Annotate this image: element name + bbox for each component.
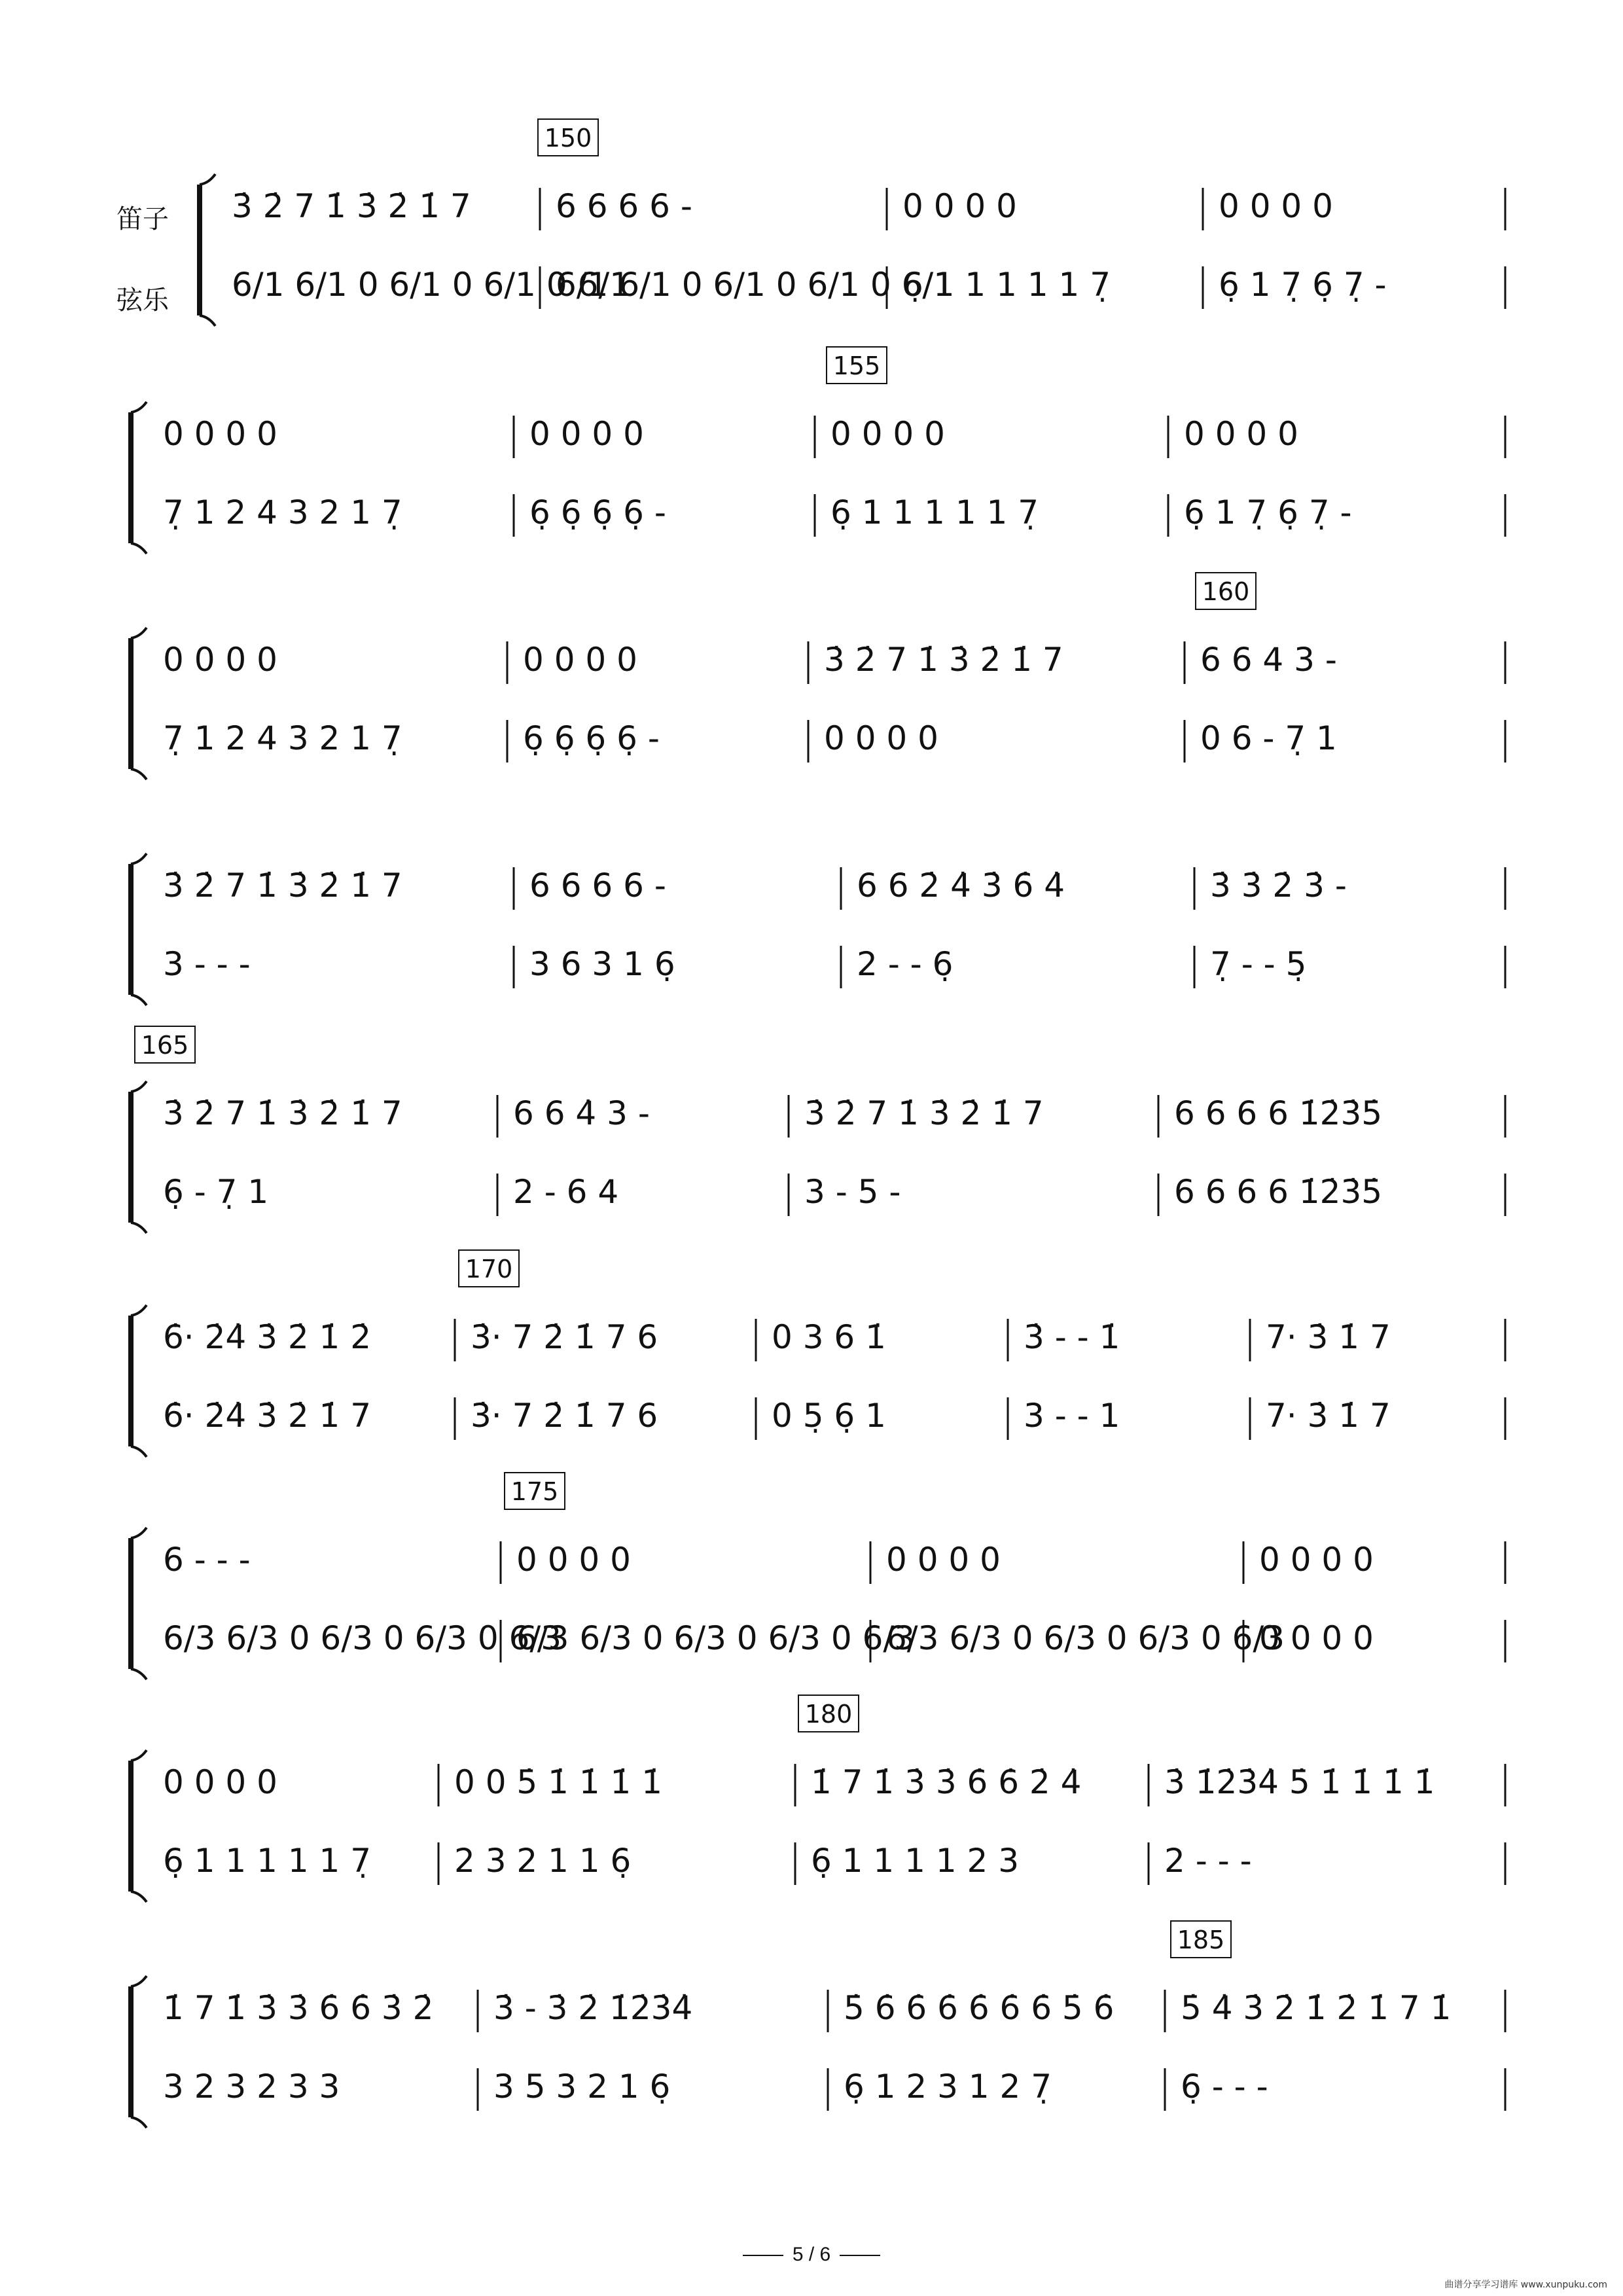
measure-strings: 0 5̣ 6̣ 1 (772, 1397, 886, 1435)
measure-dizi: 0 0 0 0 (902, 187, 1017, 225)
measure-dizi: 1̇ 7 1̇ 3̇ 3̇ 6̇ 6̇ 3̇ 2̇ (163, 1989, 434, 2027)
measure-strings: 6/3 6/3 0 6/3 0 6/3 0 6/3 (163, 1619, 562, 1657)
measure-strings: 2 - - 6̣ (857, 945, 954, 983)
measure-strings: 6/1 6/1 0 6/1 0 6/1 0 6/1 (556, 266, 955, 304)
footer-rule-right (840, 2255, 880, 2256)
measure-dizi: 0 0 0 0 (163, 641, 277, 679)
rehearsal-mark: 170 (465, 1255, 513, 1283)
measure-dizi: 3̇ - 3̇ 2̇ 1̇2̇3̇4̇ (493, 1989, 693, 2027)
measure-dizi: 3̇ - - 1̇ (1024, 1318, 1120, 1356)
system-bracket-hook-bottom (131, 769, 147, 780)
measure-dizi: 0 0 0 0 (1259, 1541, 1374, 1579)
measure-strings: 7· 3̇ 1̇ 7 (1266, 1397, 1391, 1435)
measure-dizi: 0 0 0 0 (163, 1763, 277, 1801)
measure-strings: 6̣ 6̣ 6̣ 6̣ - (523, 719, 660, 757)
system-bracket-hook-bottom (200, 315, 215, 326)
rehearsal-mark: 165 (141, 1031, 189, 1060)
measure-strings: 7̣ - - 5̣ (1210, 945, 1307, 983)
measure-dizi: 7· 3̇ 1̇ 7 (1266, 1318, 1391, 1356)
system-bracket-hook-bottom (131, 543, 147, 554)
measure-dizi: 6 6 4 3 - (1200, 641, 1337, 679)
measure-strings: 0 0 0 0 (824, 719, 938, 757)
measure-dizi: 6 6 6 6 - (556, 187, 692, 225)
measure-strings: 6̇· 2̇4̇ 3̇ 2̇ 1̇ 7 (163, 1397, 372, 1435)
measure-dizi: 3̇ 3̇ 2̇ 3̇ - (1210, 867, 1347, 905)
measure-strings: 6/3 6/3 0 6/3 0 6/3 0 6/3 (516, 1619, 916, 1657)
measure-dizi: 0 0 5̇ 1̇ 1̇ 1̇ 1̇ (454, 1763, 663, 1801)
measure-dizi: 1̇ 7 1̇ 3̇ 3̇ 6̇ 6̇ 2̇ 4̇ (811, 1763, 1082, 1801)
measure-dizi: 3̇· 7 2̇ 1̇ 7 6 (471, 1318, 658, 1356)
measure-dizi: 3̇ 1̇2̇3̇4̇ 5̇ 1̇ 1̇ 1̇ 1̇ (1164, 1763, 1435, 1801)
system-bracket-hook-bottom (131, 995, 147, 1005)
measure-strings: 6/3 6/3 0 6/3 0 6/3 0 6/3 (886, 1619, 1285, 1657)
page-number: 5 / 6 (792, 2244, 831, 2265)
measure-strings: 3 2 3 2 3 3 (163, 2068, 340, 2106)
system-bracket-hook-bottom (131, 2117, 147, 2128)
page-footer (0, 2244, 1623, 2266)
measure-strings: 6̣ 1 1 1 1 1 7̣ (902, 266, 1111, 304)
measure-strings: 6̣ 1 7̣ 6̣ 7̣ - (1184, 493, 1352, 531)
system-bracket-hook-top (131, 402, 147, 412)
measure-strings: 6/1 6/1 0 6/1 0 6/1 0 6/1 (232, 266, 631, 304)
rehearsal-mark: 180 (804, 1700, 853, 1729)
system-bracket-hook-bottom (131, 1669, 147, 1679)
footer-rule-left (743, 2255, 783, 2256)
system-bracket-hook-bottom (131, 1446, 147, 1457)
measure-strings: 0 0 0 0 (1259, 1619, 1374, 1657)
measure-strings: 3 - - 1 (1024, 1397, 1120, 1435)
system-bracket-hook-bottom (131, 1892, 147, 1902)
site-watermark: 曲谱分享学习谱库 www.xunpuku.com (1444, 2280, 1607, 2290)
measure-strings: 2 - 6 4 (513, 1173, 619, 1211)
measure-strings: 6̣ 1 7̣ 6̣ 7̣ - (1219, 266, 1387, 304)
measure-strings: 6̣ - 7̣ 1 (163, 1173, 269, 1211)
measure-dizi: 6 6 4̇ 3 - (513, 1094, 650, 1132)
measure-dizi: 0 0 0 0 (163, 415, 277, 453)
system-bracket-hook-top (131, 853, 147, 864)
measure-dizi: 0 0 0 0 (529, 415, 644, 453)
measure-strings: 6̣ 6̣ 6̣ 6̣ - (529, 493, 666, 531)
instrument-label-strings: 弦乐 (116, 285, 169, 315)
measure-dizi: 6 6 6 6 1̇2̇3̇5̇ (1174, 1094, 1383, 1132)
measure-strings: 3̇· 7 2̇ 1̇ 7 6 (471, 1397, 658, 1435)
measure-dizi: 6 6 6 6 - (529, 867, 666, 905)
measure-dizi: 3̇ 2̇ 7 1̇ 3̇ 2̇ 1̇ 7 (824, 641, 1063, 679)
measure-strings: 2 - - - (1164, 1842, 1252, 1880)
measure-dizi: 3̇ 2̇ 7 1̇ 3̇ 2̇ 1̇ 7 (163, 1094, 402, 1132)
measure-dizi: 0 3 6 1̇ (772, 1318, 886, 1356)
measure-dizi: 5̇ 6̇ 6̇ 6̇ 6̇ 6̇ 6̇ 5̇ 6̇ (844, 1989, 1115, 2027)
system-bracket-hook-top (200, 174, 215, 185)
measure-dizi: 6̇· 2̇4̇ 3̇ 2̇ 1̇ 2̇ (163, 1318, 372, 1356)
measure-strings: 3 - - - (163, 945, 251, 983)
rehearsal-mark: 155 (832, 351, 881, 380)
rehearsal-mark: 160 (1202, 577, 1250, 606)
measure-dizi: 3̇ 2̇ 7 1̇ 3̇ 2̇ 1̇ 7 (804, 1094, 1044, 1132)
measure-strings: 3 - 5 - (804, 1173, 901, 1211)
measure-dizi: 0 0 0 0 (1219, 187, 1333, 225)
rehearsal-mark: 175 (510, 1477, 559, 1506)
measure-strings: 2 3 2 1 1 6̣ (454, 1842, 632, 1880)
measure-dizi: 3̇ 2̇ 7 1̇ 3̇ 2̇ 1̇ 7 (232, 187, 471, 225)
system-bracket-hook-bottom (131, 1223, 147, 1233)
instrument-label-dizi: 笛子 (116, 204, 169, 234)
system-bracket-hook-top (131, 1081, 147, 1092)
measure-strings: 6̣ 1 1 1 1 1 7̣ (830, 493, 1039, 531)
measure-dizi: 6 - - - (163, 1541, 251, 1579)
system-bracket-hook-top (131, 1528, 147, 1538)
measure-dizi: 0 0 0 0 (886, 1541, 1001, 1579)
measure-strings: 6 6 6 6 1̇2̇3̇5̇ (1174, 1173, 1383, 1211)
rehearsal-mark: 150 (544, 124, 592, 152)
measure-strings: 6̣ - - - (1181, 2068, 1268, 2106)
measure-strings: 6̣ 1 2 3 1 2 7̣ (844, 2068, 1052, 2106)
measure-strings: 6̣ 1 1 1 1 1 7̣ (163, 1842, 372, 1880)
system-bracket-hook-top (131, 1750, 147, 1761)
measure-dizi: 0 0 0 0 (523, 641, 637, 679)
measure-strings: 7̣ 1 2 4 3 2 1 7̣ (163, 493, 402, 531)
system-bracket-hook-top (131, 628, 147, 638)
measure-dizi: 5̇ 4̇ 3̇ 2̇ 1̇ 2̇ 1̇ 7 1̇ (1181, 1989, 1452, 2027)
measure-dizi: 6 6 2̇ 4̇ 3̇ 6̇ 4̇ (857, 867, 1065, 905)
system-bracket-hook-top (131, 1976, 147, 1986)
measure-strings: 3 5 3 2 1 6̣ (493, 2068, 671, 2106)
measure-dizi: 0 0 0 0 (516, 1541, 631, 1579)
rehearsal-mark: 185 (1177, 1926, 1225, 1954)
measure-dizi: 0 0 0 0 (1184, 415, 1298, 453)
measure-dizi: 0 0 0 0 (830, 415, 945, 453)
measure-dizi: 3̇ 2̇ 7 1̇ 3̇ 2̇ 1̇ 7 (163, 867, 402, 905)
system-bracket-hook-top (131, 1305, 147, 1316)
measure-strings: 0 6 - 7̣ 1 (1200, 719, 1337, 757)
measure-strings: 3 6 3 1 6̣ (529, 945, 675, 983)
measure-strings: 6̣ 1 1 1 1 2 3 (811, 1842, 1020, 1880)
measure-strings: 7̣ 1 2 4 3 2 1 7̣ (163, 719, 402, 757)
